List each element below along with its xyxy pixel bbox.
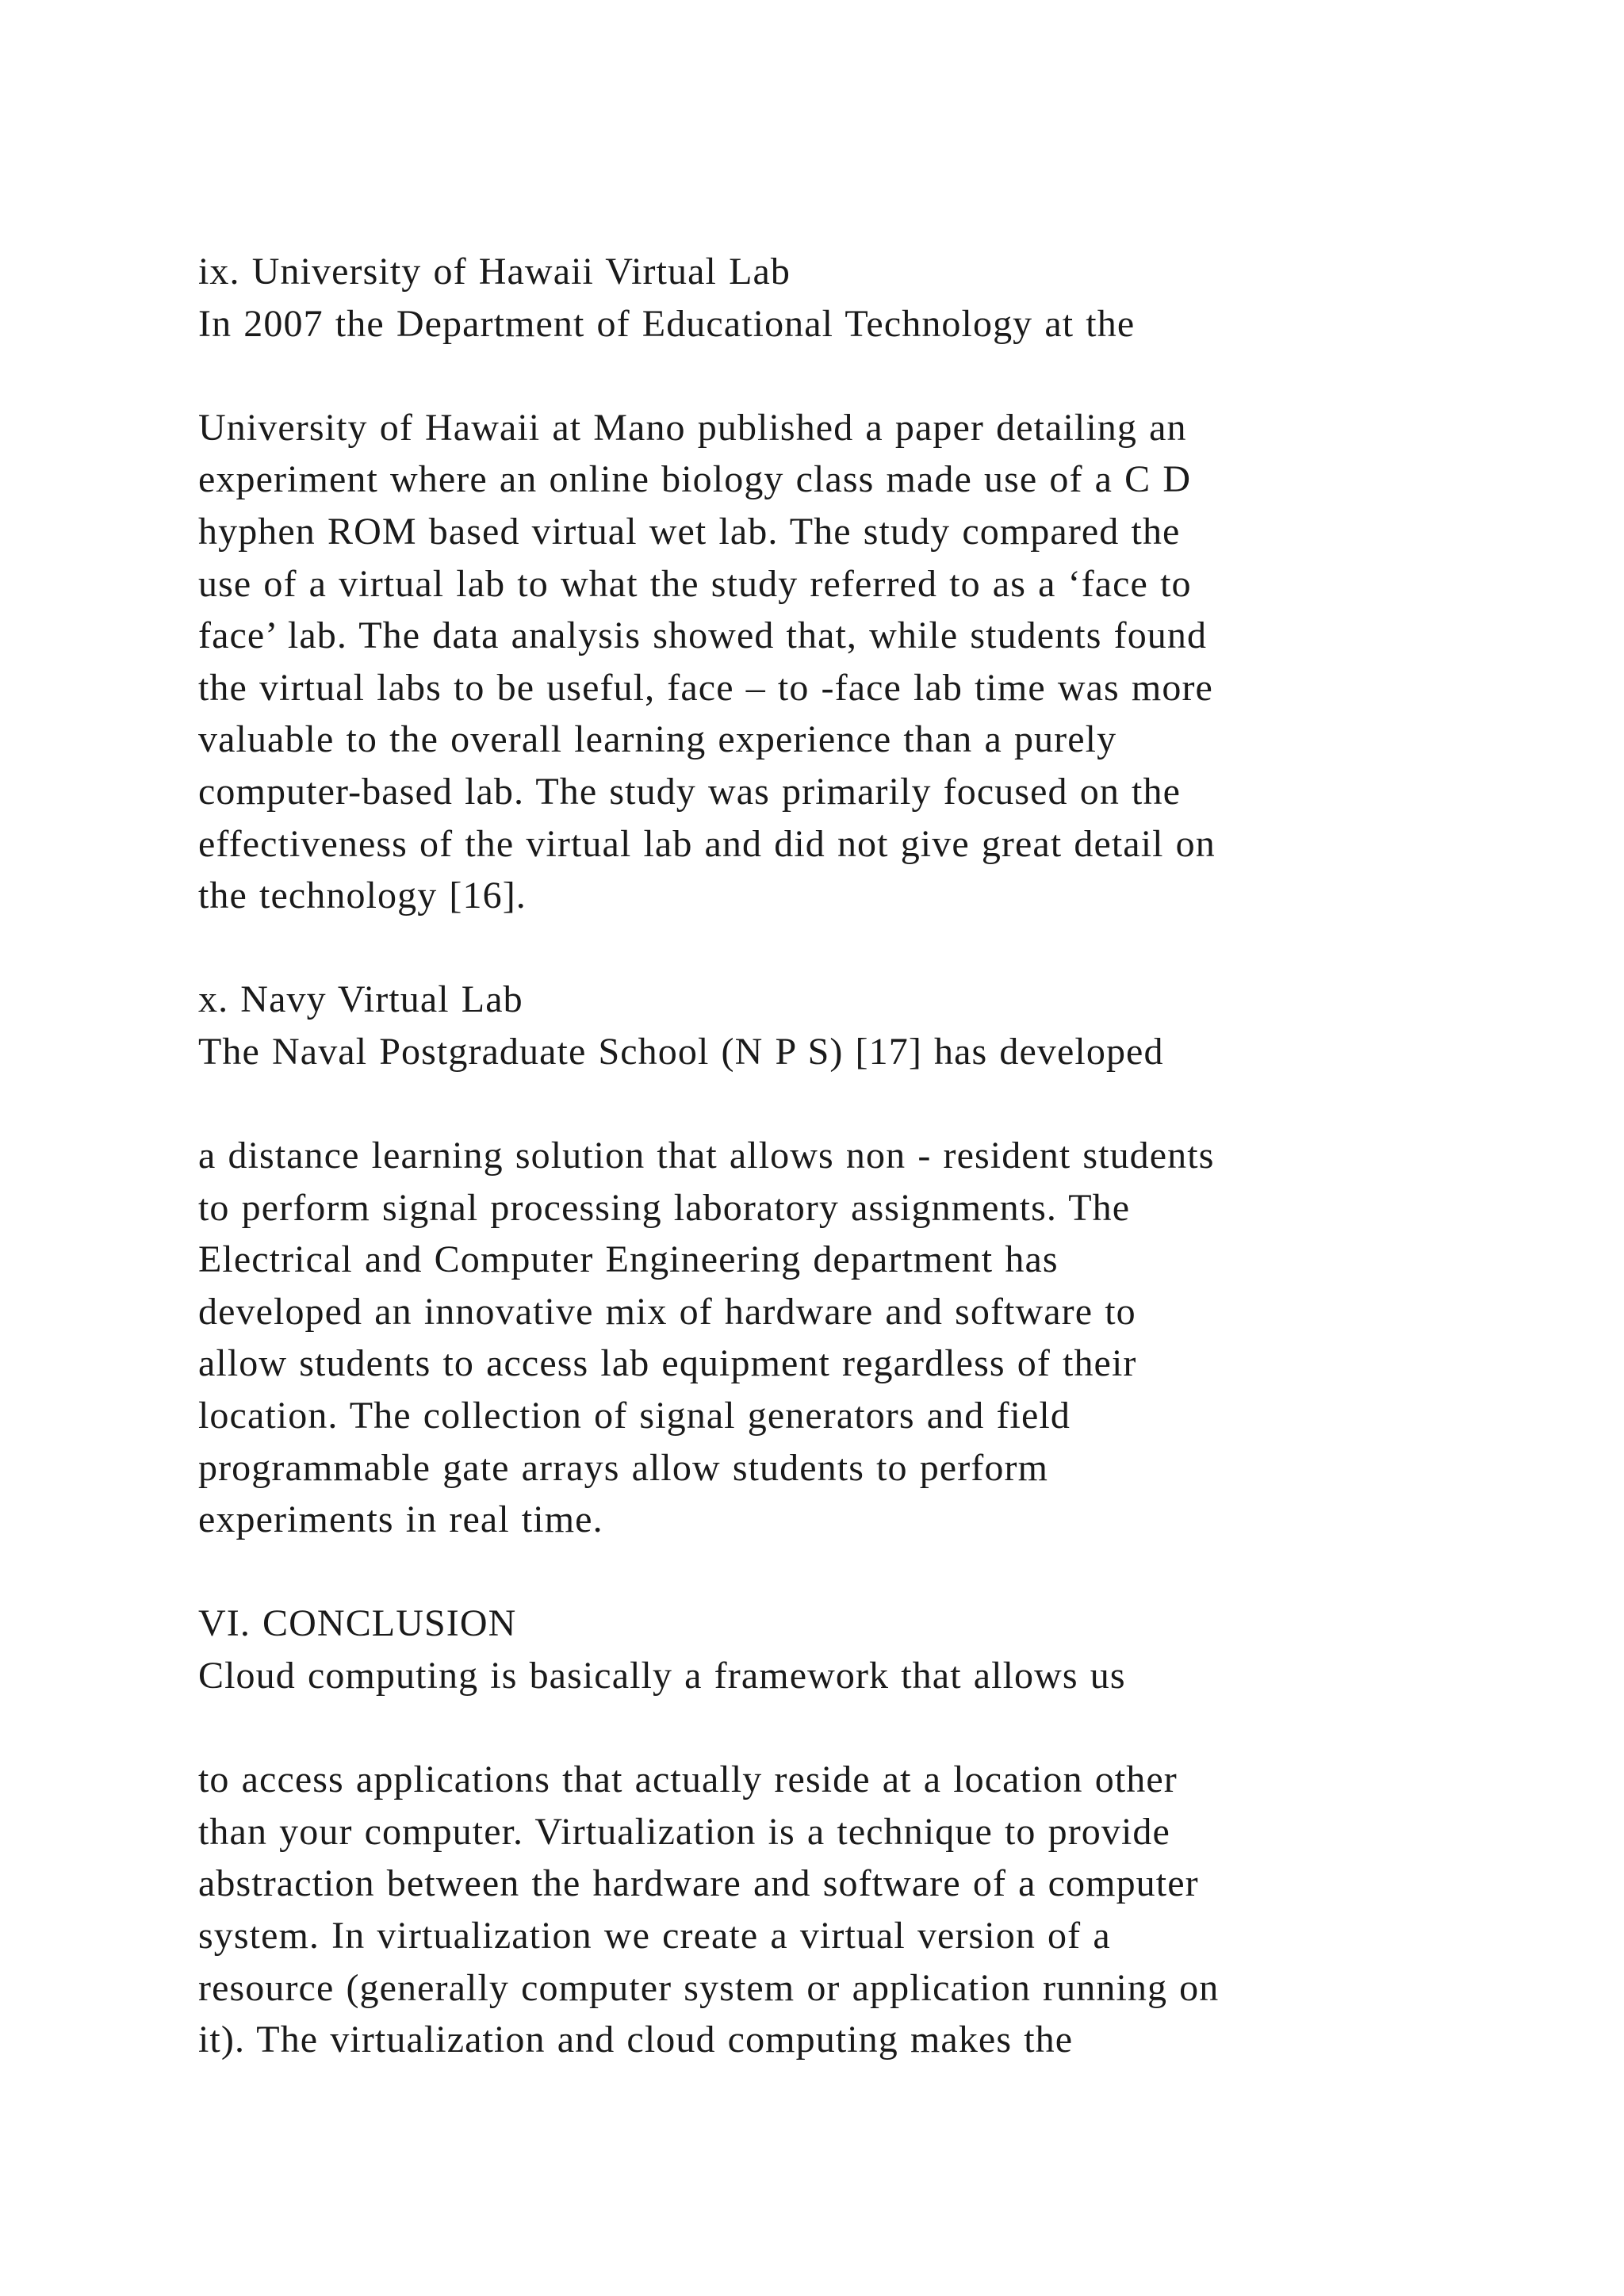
paragraph-line: than your computer. Virtualization is a technique to provide bbox=[198, 1810, 1170, 1853]
paragraph-line: Electrical and Computer Engineering department has bbox=[198, 1238, 1059, 1281]
paragraph-line: developed an innovative mix of hardware and software to bbox=[198, 1290, 1136, 1333]
paragraph-line: face’ lab. The data analysis showed that, while students found bbox=[198, 614, 1208, 657]
paragraph-line: experiments in real time. bbox=[198, 1498, 603, 1541]
paragraph-line: a distance learning solution that allows non - resident students bbox=[198, 1135, 1215, 1177]
paragraph-line: to access applications that actually reside at a location other bbox=[198, 1758, 1178, 1801]
paragraph-gap bbox=[198, 350, 1499, 402]
section-gap bbox=[198, 922, 1499, 974]
paragraph-line: the technology [16]. bbox=[198, 874, 527, 917]
paragraph-line: computer-based lab. The study was primarily focused on the bbox=[198, 770, 1181, 813]
paragraph-line: the virtual labs to be useful, face – to -face lab time was more bbox=[198, 666, 1213, 709]
paragraph-line: to perform signal processing laboratory assignments. The bbox=[198, 1186, 1131, 1229]
paragraph-line: allow students to access lab equipment regardless of their bbox=[198, 1342, 1137, 1385]
section-intro-line: The Naval Postgraduate School (N P S) [17] has developed bbox=[198, 1030, 1164, 1073]
paragraph-gap bbox=[198, 1702, 1499, 1755]
paragraph-line: valuable to the overall learning experience than a purely bbox=[198, 718, 1117, 761]
paragraph-line: hyphen ROM based virtual wet lab. The study compared the bbox=[198, 510, 1181, 553]
paragraph-line: programmable gate arrays allow students to perform bbox=[198, 1446, 1048, 1489]
document-body bbox=[198, 246, 1499, 2066]
paragraph-line: it). The virtualization and cloud computing makes the bbox=[198, 2019, 1074, 2061]
paragraph-line: effectiveness of the virtual lab and did not give great detail on bbox=[198, 822, 1216, 865]
paragraph-line: experiment where an online biology class made use of a C D bbox=[198, 458, 1192, 501]
paragraph-line: location. The collection of signal generators and field bbox=[198, 1395, 1071, 1437]
paragraph-line: abstraction between the hardware and software of a computer bbox=[198, 1862, 1199, 1905]
paragraph-line: use of a virtual lab to what the study referred to as a ‘face to bbox=[198, 562, 1192, 605]
section-intro-line: Cloud computing is basically a framework that allows us bbox=[198, 1655, 1126, 1697]
paragraph-line: University of Hawaii at Mano published a paper detailing an bbox=[198, 406, 1187, 449]
section-heading-navy-virtual-lab: x. Navy Virtual Lab bbox=[198, 978, 523, 1021]
paragraph-line: resource (generally computer system or application running on bbox=[198, 1966, 1220, 2009]
paragraph-line: system. In virtualization we create a virtual version of a bbox=[198, 1915, 1111, 1957]
section-heading-university-of-hawaii: ix. University of Hawaii Virtual Lab bbox=[198, 251, 791, 293]
section-heading-conclusion: VI. CONCLUSION bbox=[198, 1602, 517, 1645]
section-intro-line: In 2007 the Department of Educational Technology at the bbox=[198, 302, 1136, 345]
paragraph-gap bbox=[198, 1078, 1499, 1131]
section-gap bbox=[198, 1546, 1499, 1598]
